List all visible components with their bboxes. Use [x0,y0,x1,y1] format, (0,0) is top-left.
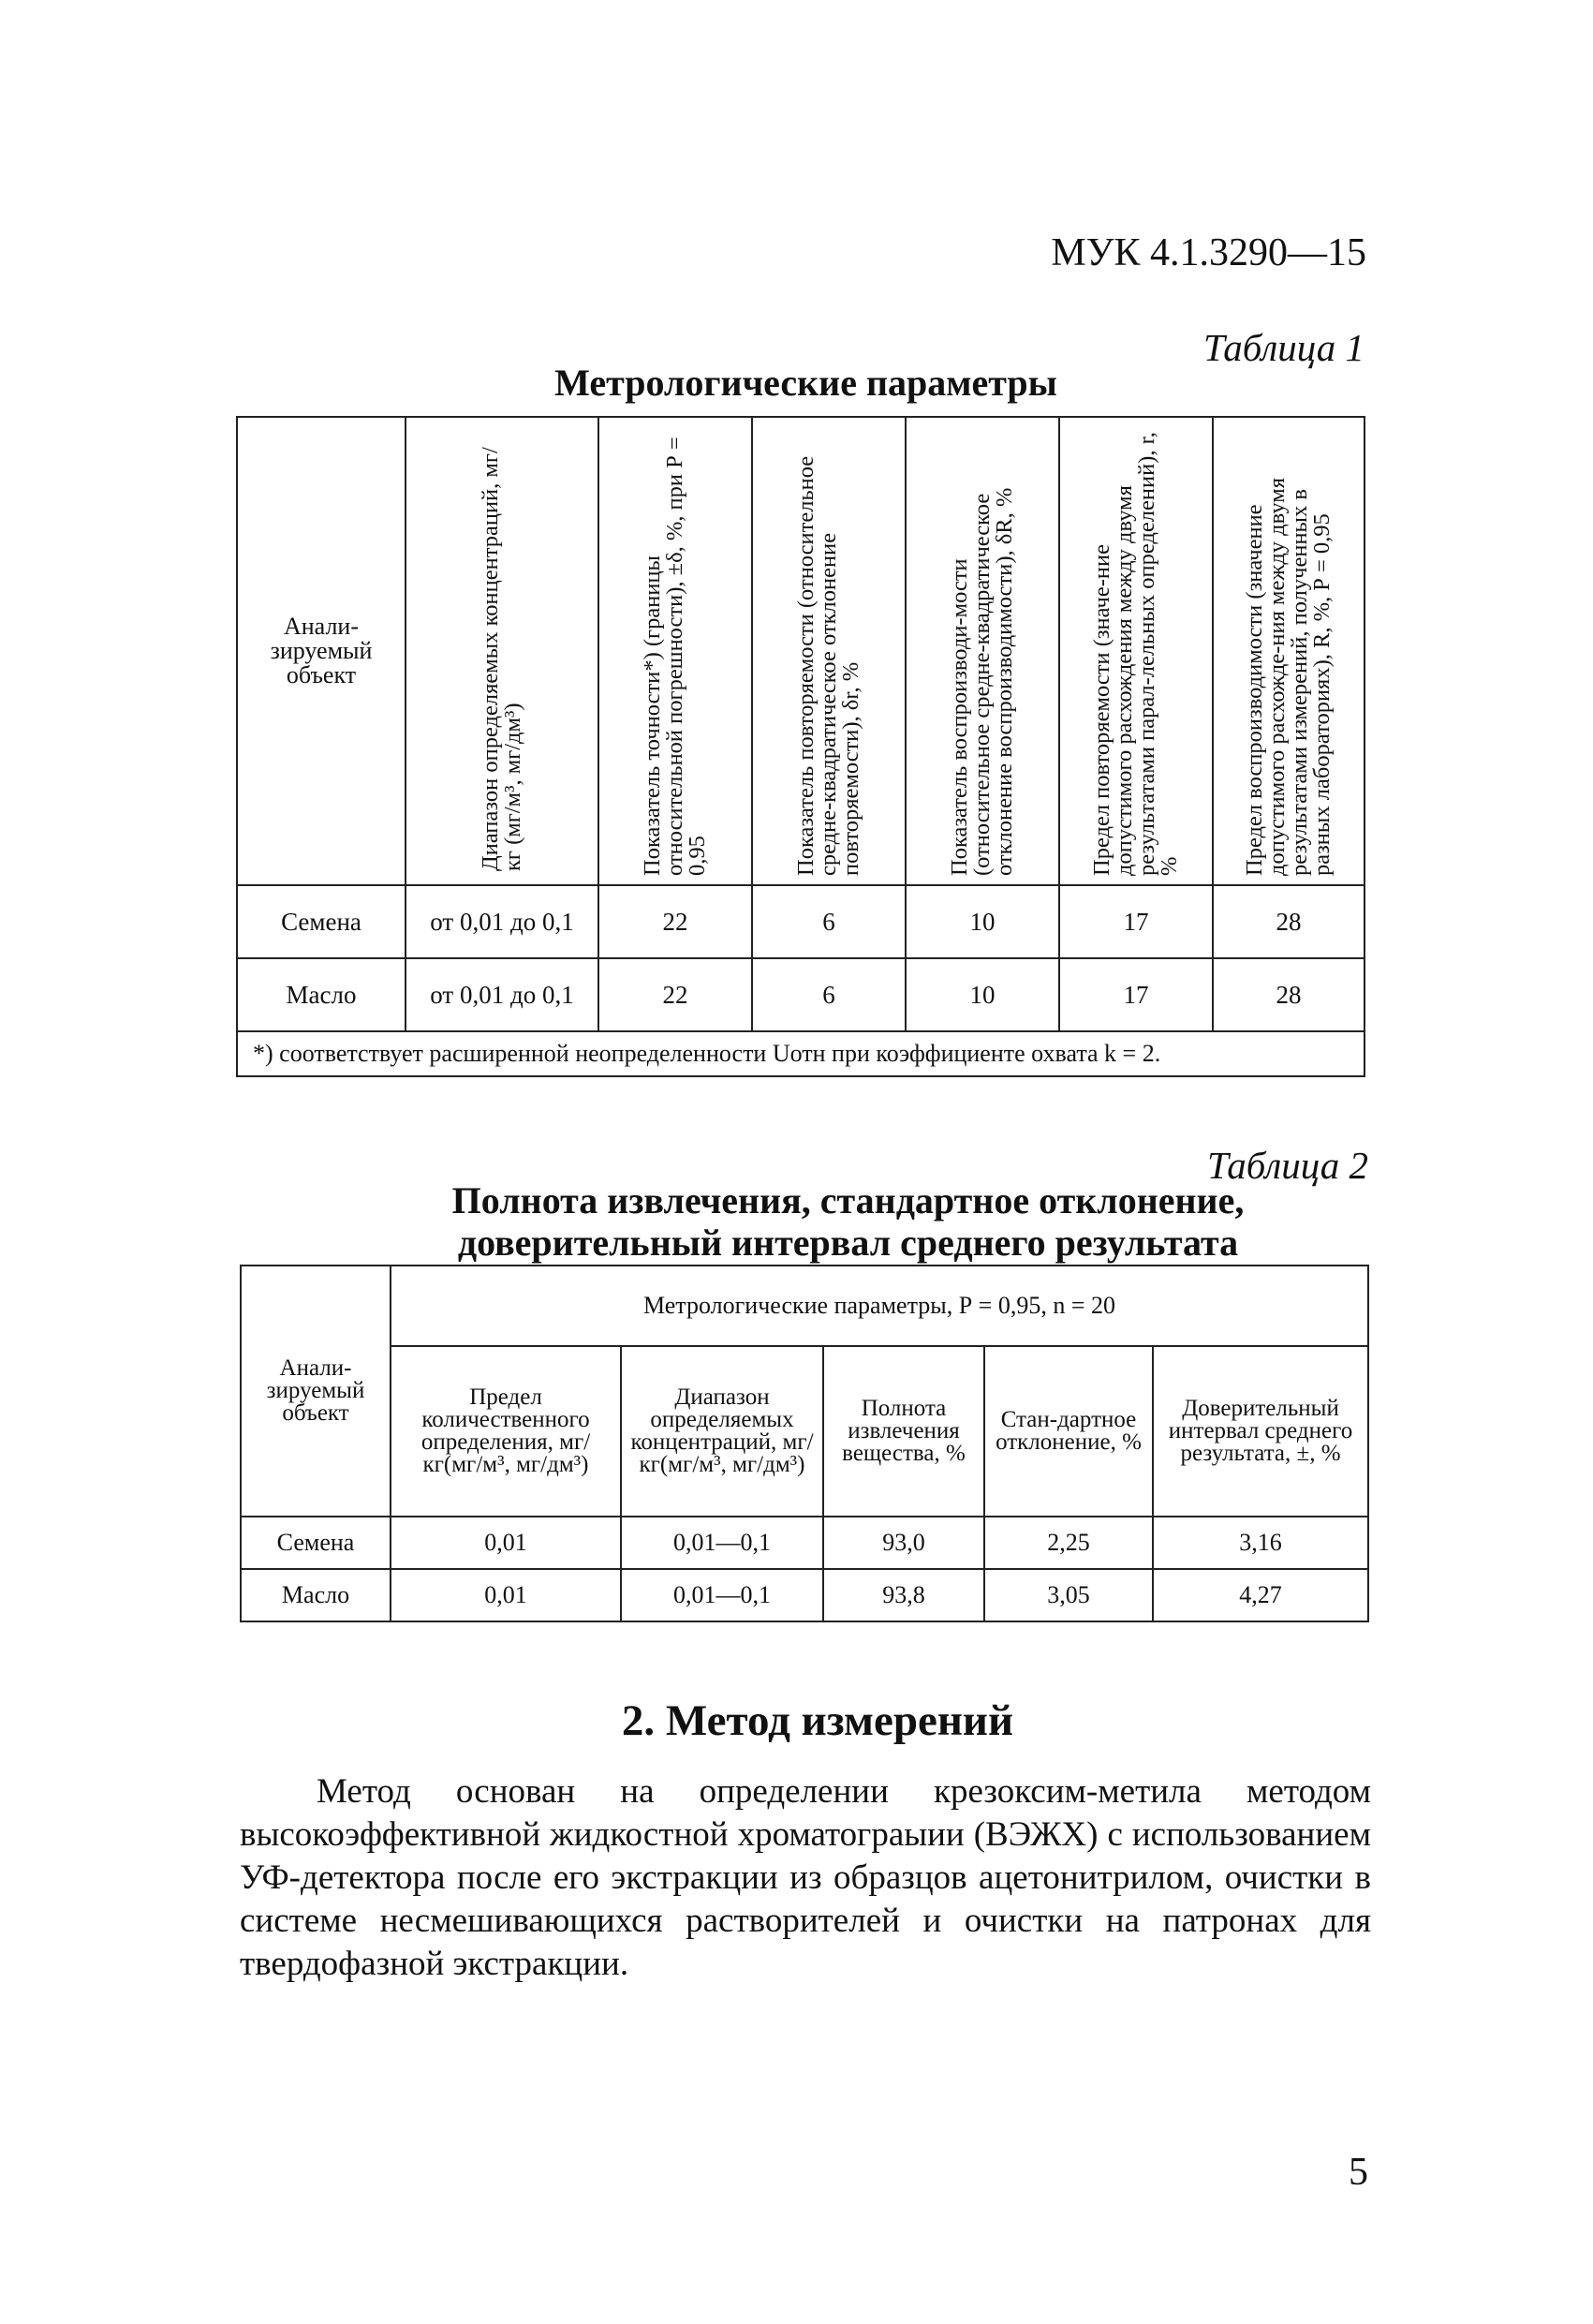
table2-cell-std: 2,25 [984,1517,1153,1569]
table2-header-row [241,1346,1368,1517]
table1-cell-object: Масло [237,958,406,1031]
table1-header-repeatability-label: Показатель повторяемости (относительное средне-квадратическое отклонение повторяемости), δr, % [793,455,863,876]
table1-row [237,958,1364,1031]
table1-header-accuracy-label: Показатель точности*) (границы относительной погрешности), ±δ, %, при Р = 0,95 [640,437,710,876]
table2-cell-range: 0,01—0,1 [621,1569,823,1621]
table1-cell-repeat-limit: 17 [1059,885,1213,958]
table2-title-line2: доверительный интервал среднего результата [457,1221,1239,1264]
table1-cell-repeat-limit: 17 [1059,958,1213,1031]
table1-header-repeat-limit [1059,417,1213,885]
table1-cell-repeat: 6 [752,958,906,1031]
table1-header-reproducibility [906,417,1059,885]
table1-header-repeat-limit-label: Предел повторяемости (значе-ние допустимого расхождения между двумя результатами парал-лельных определений), r, % [1089,432,1182,876]
table1-footnote: *) соответствует расширенной неопределенности Uотн при коэффициенте охвата k = 2. [237,1031,1364,1076]
table2-header-std-label: Стан-дартное отклонение, % [996,1407,1142,1455]
table2-cell-loq: 0,01 [391,1517,621,1569]
recovery-table [240,1265,1369,1622]
table1-header-reproducibility-label: Показатель воспроизводи-мости (относительное средне-квадратическое отклонение воспроизводимости), δR, % [947,487,1017,876]
table2-header-recovery-label: Полнота извлечения вещества, % [842,1396,966,1466]
table2-header-recovery [823,1346,984,1517]
table1-cell-object: Семена [237,885,406,958]
table2-group-header-row [241,1266,1368,1346]
table2-cell-range: 0,01—0,1 [621,1517,823,1569]
table1-cell-accuracy: 22 [598,958,752,1031]
table1-title: Метрологические параметры [554,362,1057,404]
table2-header-ci-label: Доверительный интервал среднего результата, ±, % [1168,1396,1353,1466]
table1-header-range [406,417,598,885]
table1-cell-accuracy: 22 [598,885,752,958]
table1-header-range-label: Диапазон определяемых концентраций, мг/кг (мг/м³, мг/дм³) [478,447,525,871]
table1-cell-range: от 0,01 до 0,1 [406,958,598,1031]
table2-cell-recovery: 93,8 [823,1569,984,1621]
table2-header-ci [1153,1346,1368,1517]
method-paragraph: Метод основан на определении крезоксим-метила методом высокоэффективной жидкостной хроматограыии (ВЭЖХ) с использованием УФ-детектора после его экстракции из образцов ацетонитрилом, очистки в системе несмешивающихся растворителей и очистки на патронах для твердофазной экстракции. [240,1772,1371,1983]
table1-header-accuracy [598,417,752,885]
metrology-table [236,416,1365,1077]
table1-footnote-row [237,1031,1364,1076]
table1-cell-reproduce-limit: 28 [1213,885,1364,958]
table2-cell-object: Масло [241,1569,391,1621]
table2-cell-ci: 4,27 [1153,1569,1368,1621]
table2-cell-std: 3,05 [984,1569,1153,1621]
table1-header-reproduce-limit-label: Предел воспроизводимости (значение допустимого расхожде-ния между двумя результатами измерений, полученных в разных лабораториях), R, %, Р = 0,95 [1242,477,1335,876]
table2-cell-loq: 0,01 [391,1569,621,1621]
table2-header-object [241,1266,391,1517]
section-title: 2. Метод измерений [621,1696,1014,1745]
page-number: 5 [1349,2151,1368,2194]
table2-title-line1: Полнота извлечения, стандартное отклонение, [451,1179,1245,1221]
table1-row [237,885,1364,958]
table2-header-object-label: Анали-зируемый объект [266,1355,365,1426]
table1-cell-reproduce-limit: 28 [1213,958,1364,1031]
table2-header-range [621,1346,823,1517]
table1-cell-reproduce: 10 [906,885,1059,958]
table1-cell-reproduce: 10 [906,958,1059,1031]
table2-row [241,1517,1368,1569]
table2-header-loq [391,1346,621,1517]
table2-row [241,1569,1368,1621]
table1-caption: Таблица 1 [1202,326,1364,369]
table1-header-repeatability [752,417,906,885]
document-code: МУК 4.1.3290—15 [1051,231,1366,274]
table1-header-reproduce-limit [1213,417,1364,885]
table1-cell-range: от 0,01 до 0,1 [406,885,598,958]
table1-header-object [237,417,406,885]
table2-cell-ci: 3,16 [1153,1517,1368,1569]
table2-cell-object: Семена [241,1517,391,1569]
table2-cell-recovery: 93,0 [823,1517,984,1569]
table1-header-object-label: Анали-зируемый объект [270,613,373,688]
table2-group-header: Метрологические параметры, Р = 0,95, n = 20 [391,1266,1368,1346]
table2-header-std [984,1346,1153,1517]
table2-header-range-label: Диапазон определяемых концентраций, мг/кг(мг/м³, мг/дм³) [630,1384,814,1477]
table1-header-row [237,417,1364,885]
table2-caption: Таблица 2 [1206,1144,1368,1187]
table1-cell-repeat: 6 [752,885,906,958]
table2-header-loq-label: Предел количественного определения, мг/кг(мг/м³, мг/дм³) [420,1384,591,1477]
